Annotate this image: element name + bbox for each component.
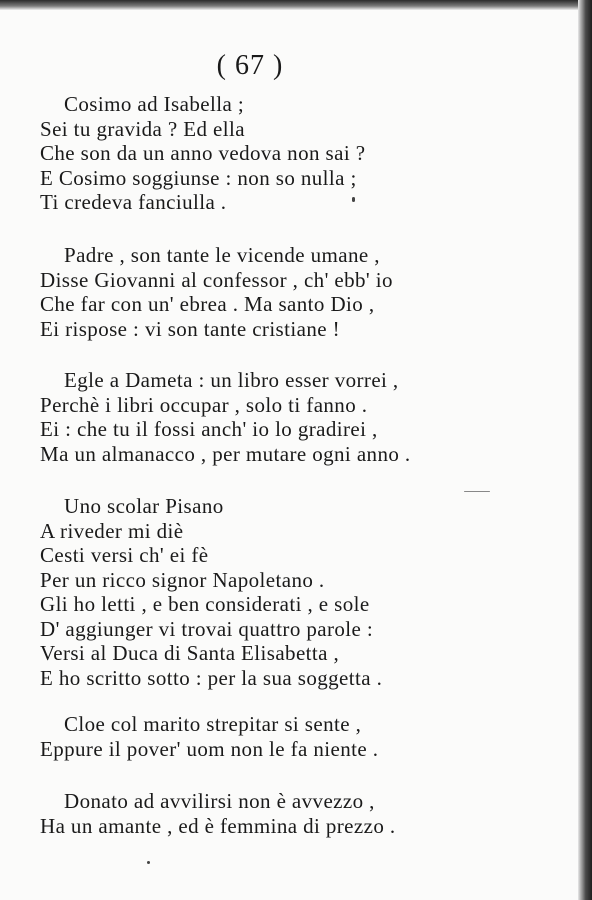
poem-line: Che far con un' ebrea . Ma santo Dio , bbox=[40, 292, 375, 316]
ink-speck bbox=[464, 491, 490, 492]
poem-line: Cloe col marito strepitar si sente , bbox=[64, 712, 362, 736]
poem-6 bbox=[40, 789, 396, 838]
scan-top-edge bbox=[0, 0, 592, 10]
poem-line: Ei rispose : vi son tante cristiane ! bbox=[40, 316, 340, 341]
poem-line: Ei : che tu il fossi anch' io lo gradirei , bbox=[40, 417, 378, 441]
poem-line: Padre , son tante le vicende umane , bbox=[64, 243, 380, 267]
scan-right-edge bbox=[578, 0, 592, 900]
poem-line: Ti credeva fanciulla . bbox=[40, 190, 227, 214]
poem-line: Gli ho letti , e ben considerati , e sole bbox=[40, 592, 370, 616]
poem-line: D' aggiunger vi trovai quattro parole : bbox=[40, 616, 374, 641]
poem-line: Donato ad avvilirsi non è avvezzo , bbox=[64, 789, 375, 813]
poem-line: Che son da un anno vedova non sai ? bbox=[40, 141, 366, 165]
poem-line: Egle a Dameta : un libro esser vorrei , bbox=[64, 368, 399, 392]
poem-1 bbox=[40, 92, 365, 215]
poem-3 bbox=[40, 368, 411, 466]
poem-line: E ho scritto sotto : per la sua soggetta . bbox=[40, 665, 383, 690]
ink-speck bbox=[352, 197, 355, 202]
poem-line: A riveder mi diè bbox=[40, 518, 184, 543]
ink-speck bbox=[147, 861, 150, 864]
poem-line: Ma un almanacco , per mutare ogni anno . bbox=[40, 441, 411, 466]
poem-line: Cesti versi ch' ei fè bbox=[40, 543, 209, 567]
poem-line: Disse Giovanni al confessor , ch' ebb' io bbox=[40, 267, 393, 292]
page-number: ( 67 ) bbox=[216, 50, 284, 81]
poem-line: E Cosimo soggiunse : non so nulla ; bbox=[40, 165, 357, 190]
poem-line: Eppure il pover' uom non le fa niente . bbox=[40, 736, 379, 761]
poem-line: Sei tu gravida ? Ed ella bbox=[40, 116, 245, 141]
poem-2 bbox=[40, 243, 393, 341]
poem-line: Perchè i libri occupar , solo ti fanno . bbox=[40, 392, 368, 417]
poem-line: Versi al Duca di Santa Elisabetta , bbox=[40, 641, 340, 665]
poem-line: Cosimo ad Isabella ; bbox=[64, 92, 245, 116]
poem-4 bbox=[40, 494, 382, 690]
poem-line: Per un ricco signor Napoletano . bbox=[40, 567, 325, 592]
poem-5 bbox=[40, 712, 378, 761]
poem-line: Ha un amante , ed è femmina di prezzo . bbox=[40, 813, 396, 838]
poem-line: Uno scolar Pisano bbox=[64, 494, 224, 518]
